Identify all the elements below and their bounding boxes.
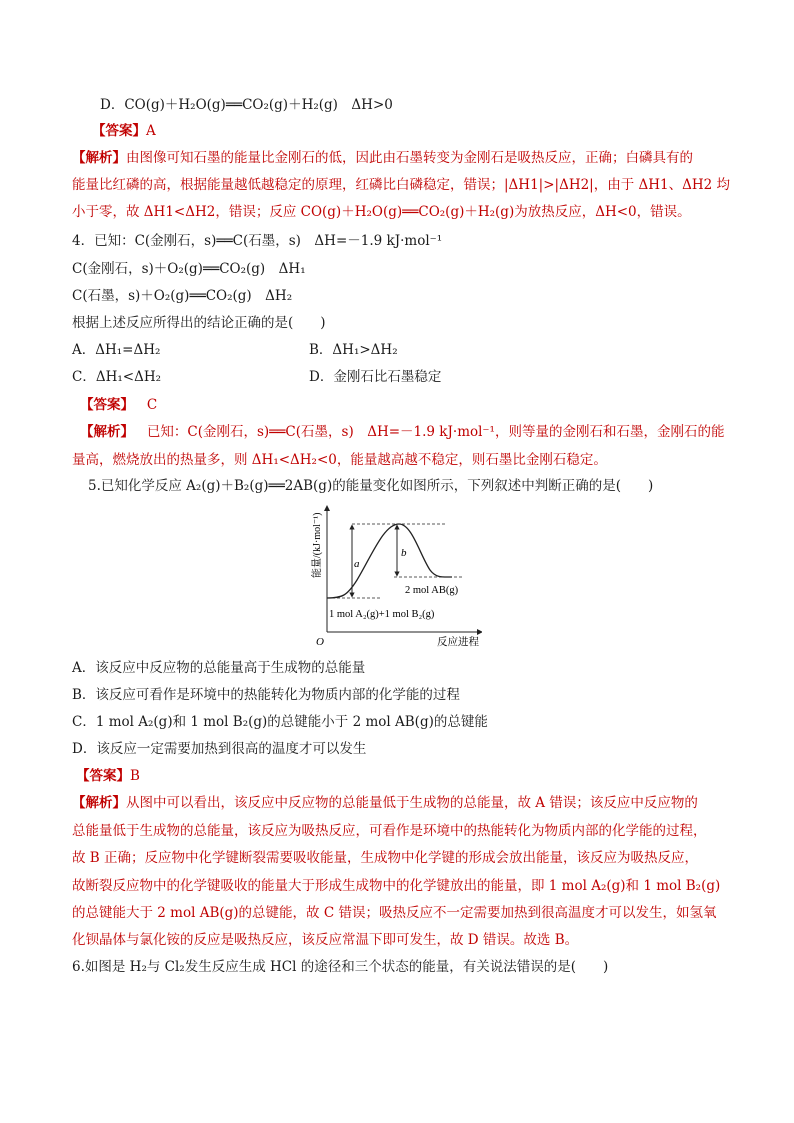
y-axis-label: 能量/(kJ·mol⁻¹) [312, 512, 323, 578]
q3-answer [92, 121, 752, 141]
q4-stem-line-3: C(石墨，s)＋O₂(g)══CO₂(g) ΔH₂ [72, 288, 293, 304]
analysis-tag: 【解析】 [72, 795, 126, 811]
q3-option-d: D．CO(g)＋H₂O(g)══CO₂(g)＋H₂(g) ΔH>0 [100, 97, 393, 113]
q4-stem-line-2: C(金刚石，s)＋O₂(g)══CO₂(g) ΔH₁ [72, 261, 306, 277]
label-b: b [401, 547, 407, 559]
energy-profile-figure [302, 500, 482, 650]
answer-value: B [130, 768, 140, 784]
q3-analysis-line-1 [72, 148, 732, 168]
origin-label: O [316, 636, 324, 648]
q4-option-a: A．ΔH₁=ΔH₂ [72, 342, 161, 358]
q5-analysis-line-6: 化钡晶体与氯化铵的反应是吸热反应，该反应常温下即可发生，故 D 错误。故选 B。 [72, 932, 579, 948]
q5-option-a: A．该反应中反应物的总能量高于生成物的总能量 [72, 660, 366, 676]
q6-stem: 6.如图是 H₂与 Cl₂发生反应生成 HCl 的途径和三个状态的能量，有关说法错误的是( ) [72, 959, 609, 975]
x-axis-label: 反应进程 [437, 637, 479, 648]
analysis-text: 从图中可以看出，该反应中反应物的总能量低于生成物的总能量，故 A 错误；该反应中反应物的 [126, 795, 698, 811]
q4-options-row-2 [72, 367, 732, 387]
q5-stem: 5.已知化学反应 A₂(g)＋B₂(g)══2AB(g)的能量变化如图所示，下列叙述中判断正确的是( ) [88, 478, 654, 494]
q5-option-c: C．1 mol A₂(g)和 1 mol B₂(g)的总键能小于 2 mol AB(g)的总键能 [72, 714, 488, 730]
q3-analysis-line-3: 小于零，故 ΔH1<ΔH2，错误；反应 CO(g)＋H₂O(g)══CO₂(g)＋H₂(g)为放热反应，ΔH<0，错误。 [72, 204, 691, 220]
q5-analysis-line-3: 故 B 正确；反应物中化学键断裂需要吸收能量，生成物中化学键的形成会放出能量，该反应为吸热反应， [72, 850, 699, 866]
answer-tag: 【答案】 [80, 397, 134, 413]
product-label: 2 mol AB(g) [405, 585, 459, 596]
q4-options-row-1 [72, 340, 732, 360]
q4-stem-line-4: 根据上述反应所得出的结论正确的是( ) [72, 315, 326, 331]
answer-tag: 【答案】 [76, 768, 130, 784]
answer-tag: 【答案】 [92, 123, 146, 139]
q5-option-b: B．该反应可看作是环境中的热能转化为物质内部的化学能的过程 [72, 687, 460, 703]
q4-analysis-line-1 [80, 422, 740, 442]
q5-analysis-line-4: 故断裂反应物中的化学键吸收的能量大于形成生成物中的化学键放出的能量，即 1 mol A₂(g)和 1 mol B₂(g) [72, 878, 721, 894]
analysis-text: 由图像可知石墨的能量比金刚石的低，因此由石墨转变为金刚石是吸热反应，正确；白磷具有的 [126, 150, 693, 166]
analysis-tag: 【解析】 [80, 424, 134, 440]
answer-value: C [146, 397, 158, 413]
q4-analysis-line-2: 量高，燃烧放出的热量多，则 ΔH₁<ΔH₂<0，能量越高越不稳定，则石墨比金刚石稳定。 [72, 452, 607, 468]
q5-analysis-line-2: 总能量低于生成物的总能量，该反应为吸热反应，可看作是环境中的热能转化为物质内部的化学能的过程， [72, 823, 707, 839]
analysis-tag: 【解析】 [72, 150, 126, 166]
answer-value: A [146, 123, 156, 139]
q4-option-d: D．金刚石比石墨稳定 [309, 369, 442, 385]
analysis-text: 已知：C(金刚石，s)══C(石墨，s) ΔH=－1.9 kJ·mol⁻¹，则等量的金刚石和石墨，金刚石的能 [146, 424, 725, 440]
q4-option-c: C．ΔH₁<ΔH₂ [72, 369, 162, 385]
q4-stem-line-1: 4．已知：C(金刚石，s)══C(石墨，s) ΔH=－1.9 kJ·mol⁻¹ [72, 233, 443, 249]
q4-answer [80, 395, 740, 415]
q5-answer [76, 766, 736, 786]
label-a: a [354, 558, 360, 570]
reactant-label: 1 mol A₂(g)+1 mol B₂(g) [329, 609, 435, 620]
q3-analysis-line-2: 能量比红磷的高，根据能量越低越稳定的原理，红磷比白磷稳定，错误；|ΔH1|>|ΔH2|，由于 ΔH1、ΔH2 均 [72, 177, 731, 193]
q5-analysis-line-5: 的总键能大于 2 mol AB(g)的总键能，故 C 错误；吸热反应不一定需要加热到很高温度才可以发生，如氢氧 [72, 905, 717, 921]
q5-option-d: D．该反应一定需要加热到很高的温度才可以发生 [72, 741, 367, 757]
q4-option-b: B．ΔH₁>ΔH₂ [309, 342, 398, 358]
q5-analysis-line-1 [72, 793, 732, 813]
